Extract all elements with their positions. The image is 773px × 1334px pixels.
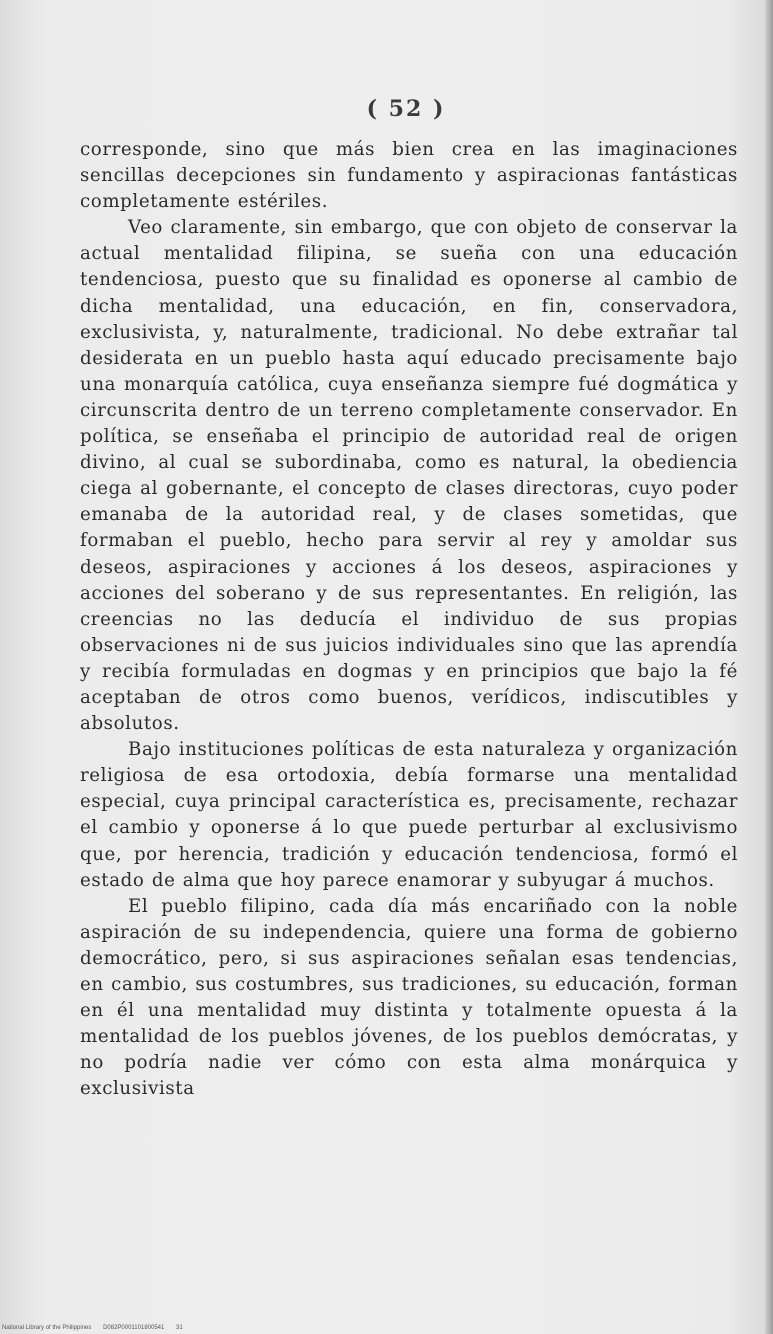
body-text <box>80 137 738 1102</box>
page-number: ( 52 ) <box>366 96 446 122</box>
paragraph: Veo claramente, sin embargo, que con objeto de conservar la actual mentalidad filipina, se sueña con una educación tendenciosa, puesto que su finalidad es oponerse al cambio de dicha mentalidad, una educación, en fin, conservadora, exclusivista, y, naturalmente, tradicional. No debe extrañar tal desiderata en un pueblo hasta aquí educado precisamente bajo una monarquía católica, cuya enseñanza siempre fué dogmática y circunscrita dentro de un terreno completamente conservador. En política, se enseñaba el principio de autoridad real de origen divino, al cual se subordinaba, como es natural, la obediencia ciega al gobernante, el concepto de clases directoras, cuyo poder emanaba de la autoridad real, y de clases sometidas, que formaban el pueblo, hecho para servir al rey y amoldar sus deseos, aspiraciones y acciones á los deseos, aspiraciones y acciones del soberano y de sus representantes. En religión, las creencias no las deducía el individuo de sus propias observaciones ni de sus juicios individuales sino que las aprendía y recibía formuladas en dogmas y en principios que bajo la fé aceptaban de otros como buenos, verídicos, indiscutibles y absolutos. <box>80 217 738 735</box>
paragraph: El pueblo filipino, cada día más encariñado con la noble aspiración de su independencia, quiere una forma de gobierno democrático, pero, si sus aspiraciones señalan esas tendencias, en cambio, sus costumbres, sus tradiciones, su educación, forman en él una mentalidad muy distinta y totalmente opuesta á la mentalidad de los pueblos jóvenes, de los pueblos demócratas, y no podría nadie ver cómo con esta alma monárquica y exclusivista <box>80 895 738 1100</box>
item-identifier: D082P0001101800541 <box>103 1325 165 1331</box>
paragraph: Bajo instituciones políticas de esta naturaleza y organización religiosa de esa ortodoxia, debía formarse una mentalidad especial, cuya principal característica es, precisamente, rechazar el cambio y oponerse á lo que puede perturbar al exclusivismo que, por herencia, tradición y educación tendenciosa, formó el estado de alma que hoy parece enamorar y subyugar á muchos. <box>80 739 738 891</box>
page-edge-shadow <box>765 0 773 1334</box>
scan-credit <box>2 1325 193 1331</box>
institution-credit: National Library of the Philippines <box>2 1325 92 1331</box>
scan-page-label: 31 <box>176 1325 183 1331</box>
paragraph-continuation: corresponde, sino que más bien crea en las imaginaciones sencillas decepciones sin fundamento y aspiracionas fantásticas completamente estériles. <box>80 139 738 213</box>
